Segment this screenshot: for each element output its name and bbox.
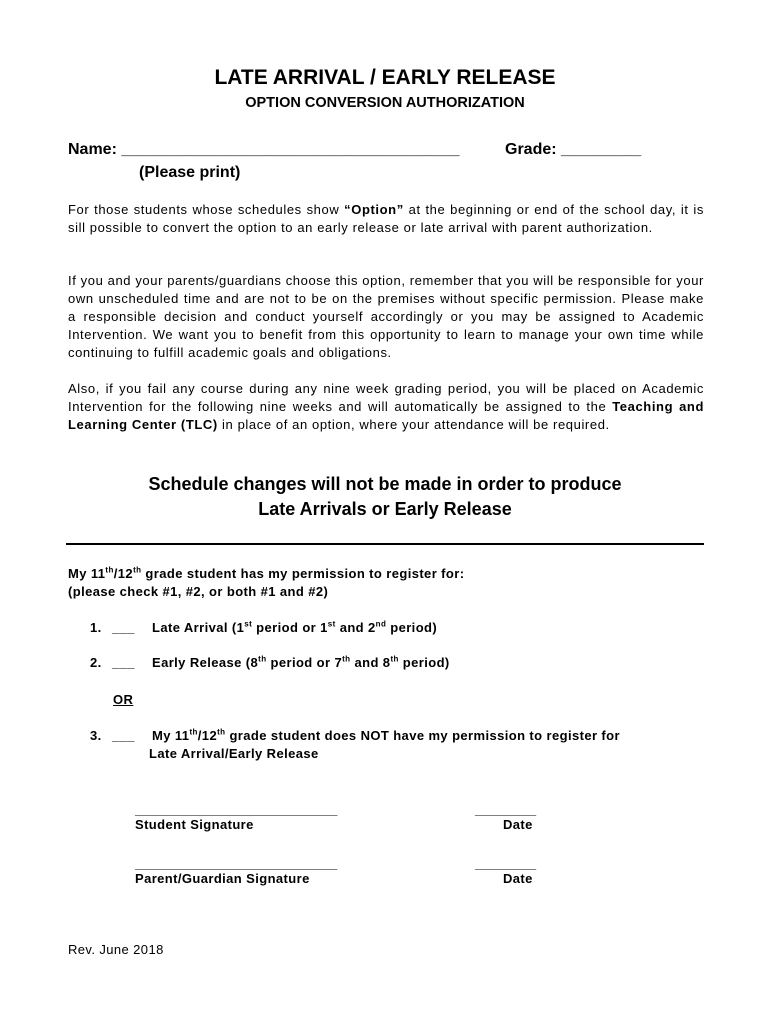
- student-date-label: Date: [503, 817, 533, 832]
- paragraph-intervention: Also, if you fail any course during any nine week grading period, you will be placed on Academic Intervention for the following nine weeks and will automatically be assigned to the Teaching and Learning Center (TLC) in place of an option, where your attendance will be required.: [68, 381, 705, 432]
- student-signature-label: Student Signature: [135, 817, 254, 832]
- option-term: “Option”: [344, 202, 404, 217]
- parent-date-line[interactable]: _________: [475, 856, 536, 871]
- or-label: OR: [113, 692, 134, 707]
- tlc-term: Teaching and Learning Center (TLC): [68, 399, 705, 432]
- paragraph-option: For those students whose schedules show “Option” at the beginning or end of the school day, it is sill possible to convert the option to an early release or late arrival with parent authorization.: [68, 202, 704, 235]
- name-field[interactable]: Name: ______________________________________: [68, 141, 460, 158]
- option-early-release[interactable]: 2. ___ Early Release (8th period or 7th and 8th period): [90, 654, 450, 670]
- option-late-arrival[interactable]: 1. ___ Late Arrival (1st period or 1st and 2nd period): [90, 619, 438, 635]
- print-note: (Please print): [139, 164, 241, 181]
- checkbox-late-arrival[interactable]: ___: [112, 620, 135, 635]
- grade-field[interactable]: Grade: _________: [505, 141, 642, 158]
- permission-instruction: (please check #1, #2, or both #1 and #2): [68, 584, 329, 599]
- section-divider: [66, 543, 704, 545]
- checkbox-early-release[interactable]: ___: [112, 655, 135, 670]
- permission-intro: My 11th/12th grade student has my permission to register for: (please check #1, #2, or both #1 and #2): [68, 565, 465, 599]
- revision-note: Rev. June 2018: [68, 942, 164, 957]
- paragraph-responsibility: If you and your parents/guardians choose this option, remember that you will be responsible for your own unscheduled time and are not to be on the premises without specific permission. Please make a responsible decision and conduct yourself accordingly or you may be assigned to Academic Intervention. We want you to benefit from this opportunity to learn to manage your own time while continuing to fulfill academic goals and obligations.: [68, 273, 704, 360]
- notice-line-2: Late Arrivals or Early Release: [258, 499, 512, 519]
- schedule-notice: [0, 472, 770, 522]
- notice-line-1: Schedule changes will not be made in order to produce: [148, 474, 622, 494]
- form-subtitle: OPTION CONVERSION AUTHORIZATION: [245, 95, 525, 111]
- parent-date-label: Date: [503, 871, 533, 886]
- checkbox-no-permission[interactable]: ___: [112, 728, 135, 743]
- parent-signature-label: Parent/Guardian Signature: [135, 871, 310, 886]
- parent-signature-line[interactable]: ______________________________: [135, 856, 337, 871]
- no-permission-line-2: Late Arrival/Early Release: [149, 746, 319, 761]
- student-date-line[interactable]: _________: [475, 802, 536, 817]
- option-no-permission[interactable]: 3. ___ My 11th/12th grade student does NOT have my permission to register for Late Arrival/Early Release: [90, 727, 620, 761]
- form-title: LATE ARRIVAL / EARLY RELEASE: [214, 66, 556, 89]
- student-signature-line[interactable]: ______________________________: [135, 802, 337, 817]
